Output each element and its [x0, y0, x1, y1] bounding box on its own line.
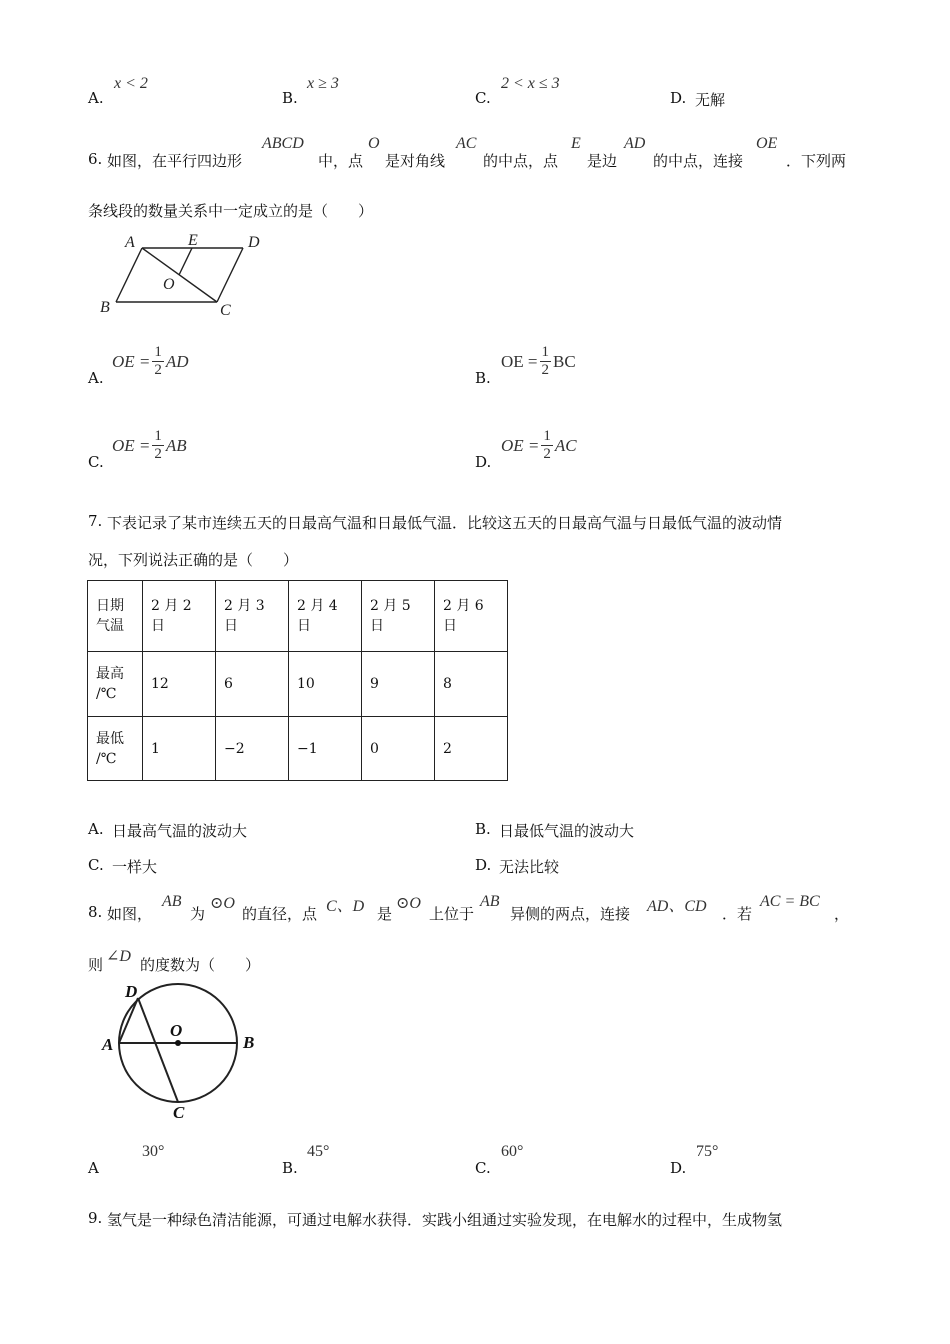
table-cell: 12: [143, 652, 216, 717]
fraction-numerator: 1: [543, 428, 551, 444]
q6-segment-oe: [179, 248, 192, 275]
table-date-cell: [289, 581, 362, 652]
q7-option-c-text: 一样大: [112, 858, 158, 876]
table-cell: 0: [362, 717, 435, 781]
q7-option-d-text: 无法比较: [499, 858, 560, 876]
q8-math-angle-d: ∠D: [106, 948, 131, 965]
table-cell: 1: [143, 717, 216, 781]
table-cell: 9: [362, 652, 435, 717]
q6-label-b: B: [100, 299, 110, 316]
q8-option-a-label: A: [88, 1159, 99, 1177]
date-line-1: 2 月 5: [370, 598, 411, 614]
q7-option-d-label: D.: [475, 856, 492, 874]
q6-math-oe: OE: [756, 135, 778, 152]
fraction-denominator: 2: [154, 362, 162, 378]
q6-text-6: 的中点，连接: [653, 152, 744, 170]
q6-label-e: E: [188, 232, 198, 249]
q6-math-e: E: [571, 135, 581, 152]
q5-option-c-expr: 2 < x ≤ 3: [501, 75, 560, 92]
q6-option-b-label: B.: [475, 369, 491, 387]
fraction-denominator: 2: [541, 362, 549, 378]
date-line-1: 2 月 3: [224, 598, 265, 614]
q6-option-a-fraction: [152, 344, 164, 379]
date-line-2: 日: [297, 618, 311, 634]
q6-option-c-label: C.: [88, 453, 104, 471]
q6-math-o: O: [368, 135, 380, 152]
fraction-numerator: 1: [541, 344, 549, 360]
q8-label-b: B: [243, 1033, 255, 1052]
row-header-line-2: /℃: [96, 686, 117, 702]
q9-text: 氢气是一种绿色清洁能源，可通过电解水获得．实践小组通过实验发现，在电解水的过程中，生成物氢: [107, 1211, 783, 1229]
q6-text-1: 如图，在平行四边形: [107, 152, 243, 170]
table-cell: 8: [435, 652, 508, 717]
q8-option-b-label: B.: [282, 1159, 298, 1177]
q8-math-cd-points: C、D: [326, 898, 365, 915]
q5-option-c-label: C.: [475, 89, 491, 107]
q6-label-a: A: [125, 234, 135, 251]
q6-label-c: C: [220, 302, 231, 319]
q6-option-b-fraction: [540, 344, 552, 379]
q8-chord-ad: [119, 998, 138, 1043]
table-row: [88, 581, 508, 652]
table-header-cell: [88, 581, 143, 652]
q8-label-c: C: [173, 1103, 185, 1120]
q6-text-7: ．下列两: [786, 152, 847, 170]
table-cell: 10: [289, 652, 362, 717]
q7-option-a-text: 日最高气温的波动大: [112, 822, 248, 840]
date-line-1: 2 月 2: [151, 598, 192, 614]
q6-option-c-rhs: AB: [165, 435, 187, 455]
q8-text-5: 上位于: [429, 905, 475, 923]
q6-option-c-expr: [112, 428, 187, 463]
q8-option-d-value: 75°: [696, 1143, 719, 1160]
q8-chord-dc: [138, 998, 178, 1102]
table-date-cell: [143, 581, 216, 652]
date-line-2: 日: [224, 618, 238, 634]
q6-option-d-label: D.: [475, 453, 492, 471]
q5-option-d-text: 无解: [695, 91, 726, 109]
fraction-numerator: 1: [154, 428, 162, 444]
q6-option-a-lhs: OE =: [112, 351, 151, 371]
q8-label-d: D: [125, 982, 138, 1001]
q8-line-2-post: 的度数为（ ）: [140, 956, 261, 974]
table-cell: 2: [435, 717, 508, 781]
q6-option-d-lhs: OE =: [501, 435, 540, 455]
q6-text-4: 的中点，点: [483, 152, 559, 170]
q8-text-1: 如图，: [107, 905, 153, 923]
q6-math-abcd: ABCD: [262, 135, 304, 152]
header-bottom: 气温: [96, 618, 124, 634]
row-header-cell: [88, 652, 143, 717]
table-row: [88, 652, 508, 717]
table-row: [88, 717, 508, 781]
q5-option-b-label: B.: [282, 89, 298, 107]
q6-math-ac: AC: [456, 135, 477, 152]
q6-option-b-lhs: OE =: [501, 351, 538, 371]
q8-number: 8.: [88, 903, 103, 921]
row-header-line-1: 最高: [96, 666, 124, 682]
q8-text-3: 的直径，点: [242, 905, 318, 923]
fraction-denominator: 2: [543, 446, 551, 462]
q6-number: 6.: [88, 150, 103, 168]
date-line-2: 日: [370, 618, 384, 634]
q7-line-1: 下表记录了某市连续五天的日最高气温和日最低气温．比较这五天的日最高气温与日最低气温的波动情: [107, 514, 783, 532]
temperature-table: [87, 580, 508, 781]
q8-text-2: 为: [190, 905, 206, 923]
date-line-1: 2 月 4: [297, 598, 338, 614]
q8-option-d-label: D.: [670, 1159, 687, 1177]
q6-option-c-lhs: OE =: [112, 435, 151, 455]
q8-option-a-value: 30°: [142, 1143, 165, 1160]
q6-option-d-expr: [501, 428, 577, 463]
q8-label-o: O: [170, 1021, 183, 1040]
fraction-numerator: 1: [154, 344, 162, 360]
q7-line-2: 况，下列说法正确的是（ ）: [88, 551, 299, 569]
q7-option-b-text: 日最低气温的波动大: [499, 822, 635, 840]
q8-option-b-value: 45°: [307, 1143, 330, 1160]
q8-text-6: 异侧的两点，连接: [510, 905, 631, 923]
q8-text-4: 是: [377, 905, 393, 923]
q6-option-c-fraction: [152, 428, 164, 463]
q6-option-a-expr: [112, 344, 189, 379]
q7-option-a-label: A.: [88, 820, 104, 838]
q6-math-ad: AD: [624, 135, 646, 152]
q5-option-d-label: D.: [670, 89, 687, 107]
q8-math-arc-equal: AC = BC: [760, 893, 820, 910]
q6-parallelogram-figure: [95, 228, 275, 323]
q7-option-b-label: B.: [475, 820, 491, 838]
table-date-cell: [362, 581, 435, 652]
q6-option-b-rhs: BC: [553, 351, 576, 371]
q7-number: 7.: [88, 512, 103, 530]
table-cell: −2: [216, 717, 289, 781]
q6-option-b-expr: [501, 344, 576, 379]
q6-line-2: 条线段的数量关系中一定成立的是（ ）: [88, 202, 374, 220]
q6-option-d-rhs: AC: [554, 435, 577, 455]
table-cell: −1: [289, 717, 362, 781]
q6-text-5: 是边: [587, 152, 618, 170]
q6-option-a-label: A.: [88, 369, 104, 387]
fraction-denominator: 2: [154, 446, 162, 462]
table-cell: 6: [216, 652, 289, 717]
q6-option-d-fraction: [541, 428, 553, 463]
q8-math-circle-o-2: ⊙O: [396, 895, 421, 912]
q6-text-3: 是对角线: [385, 152, 446, 170]
q5-option-a-label: A.: [88, 89, 104, 107]
q8-circle-figure: [98, 980, 268, 1120]
date-line-2: 日: [443, 618, 457, 634]
q6-edge-ba: [116, 248, 142, 302]
q9-number: 9.: [88, 1209, 103, 1227]
q8-option-c-value: 60°: [501, 1143, 524, 1160]
q6-label-o: O: [163, 276, 175, 293]
row-header-cell: [88, 717, 143, 781]
q5-option-b-expr: x ≥ 3: [307, 75, 339, 92]
q6-edge-dc: [217, 248, 243, 302]
date-line-1: 2 月 6: [443, 598, 484, 614]
q8-line-2-pre: 则: [88, 956, 104, 974]
q8-label-a: A: [102, 1035, 114, 1054]
date-line-2: 日: [151, 618, 165, 634]
q8-option-c-label: C.: [475, 1159, 491, 1177]
q8-text-8: ，: [834, 905, 850, 923]
q6-label-d: D: [248, 234, 260, 251]
table-date-cell: [435, 581, 508, 652]
q6-option-a-rhs: AD: [165, 351, 189, 371]
q8-text-7: ．若: [722, 905, 753, 923]
q8-math-ab-2: AB: [480, 893, 500, 910]
table-date-cell: [216, 581, 289, 652]
q8-math-ab: AB: [162, 893, 182, 910]
q5-option-a-expr: x < 2: [114, 75, 148, 92]
q8-center-point: [175, 1040, 181, 1046]
q6-text-2: 中，点: [318, 152, 364, 170]
row-header-line-1: 最低: [96, 730, 124, 747]
q8-math-circle-o: ⊙O: [210, 895, 235, 912]
q8-math-ad-cd: AD、CD: [647, 898, 707, 915]
row-header-line-2: /℃: [96, 750, 117, 767]
header-top: 日期: [96, 598, 124, 614]
q7-option-c-label: C.: [88, 856, 104, 874]
